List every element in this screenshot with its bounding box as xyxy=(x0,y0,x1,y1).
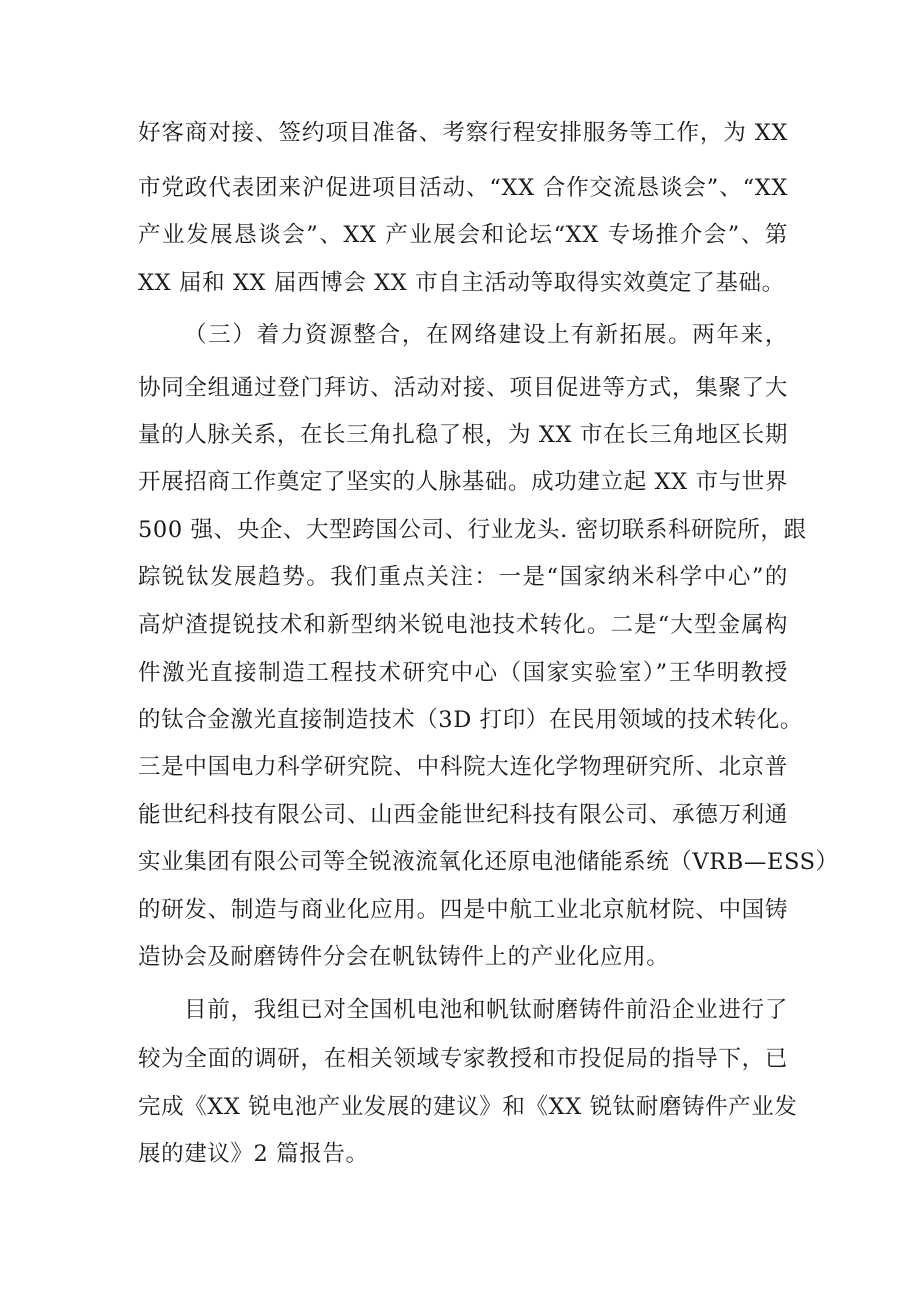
paragraph-3-line-1: 目前，我组已对全国机电池和帆钛耐磨铸件前沿企业进行了 xyxy=(184,997,788,1023)
paragraph-2-line-3: 量的人脉关系，在长三角扎稳了根，为 XX 市在长三角地区长期 xyxy=(138,422,788,448)
paragraph-1-line-4: XX 届和 XX 届西博会 XX 市自主活动等取得实效奠定了基础。 xyxy=(138,270,785,296)
paragraph-2-line-9: 的钛合金激光直接制造技术（3D 打印）在民用领域的技术转化。 xyxy=(138,707,804,733)
paragraph-2-line-12: 实业集团有限公司等全锐液流氧化还原电池储能系统（VRB—ESS） xyxy=(138,849,839,875)
paragraph-2-line-7: 高炉渣提锐技术和新型纳米锐电池技术转化。二是“大型金属构 xyxy=(138,612,788,638)
paragraph-1-line-1: 好客商对接、签约项目准备、考察行程安排服务等工作，为 XX xyxy=(138,120,788,146)
paragraph-2-line-6: 踪锐钛发展趋势。我们重点关注：一是“国家纳米科学中心”的 xyxy=(138,564,788,590)
paragraph-2-line-14: 造协会及耐磨铸件分会在帆钛铸件上的产业化应用。 xyxy=(138,944,670,970)
paragraph-3-line-4: 展的建议》2 篇报告。 xyxy=(138,1141,369,1167)
paragraph-3-line-2: 较为全面的调研，在相关领域专家教授和市投促局的指导下，已 xyxy=(138,1046,788,1072)
paragraph-2-line-10: 三是中国电力科学研究院、中科院大连化学物理研究所、北京普 xyxy=(138,754,788,780)
paragraph-1-line-2: 市党政代表团来沪促进项目活动、“XX 合作交流恳谈会”、“XX xyxy=(138,175,788,201)
paragraph-2-line-1: （三）着力资源整合，在网络建设上有新拓展。两年来， xyxy=(184,322,788,348)
paragraph-2-line-8: 件激光直接制造工程技术研究中心（国家实验室）”王华明教授 xyxy=(138,660,788,686)
paragraph-1-line-3: 产业发展恳谈会”、XX 产业展会和论坛“XX 专场推介会”、第 xyxy=(138,222,788,248)
paragraph-2-line-13: 的研发、制造与商业化应用。四是中航工业北京航材院、中国铸 xyxy=(138,897,788,923)
paragraph-2-line-4: 开展招商工作奠定了坚实的人脉基础。成功建立起 XX 市与世界 xyxy=(138,469,788,495)
paragraph-3-line-3: 完成《XX 锐电池产业发展的建议》和《XX 锐钛耐磨铸件产业发 xyxy=(138,1094,798,1120)
paragraph-2-line-11: 能世纪科技有限公司、山西金能世纪科技有限公司、承德万利通 xyxy=(138,802,788,828)
paragraph-2-line-2: 协同全组通过登门拜访、活动对接、项目促进等方式，集聚了大 xyxy=(138,375,788,401)
paragraph-2-line-5: 500 强、央企、大型跨国公司、行业龙头. 密切联系科研院所，跟 xyxy=(138,517,807,543)
